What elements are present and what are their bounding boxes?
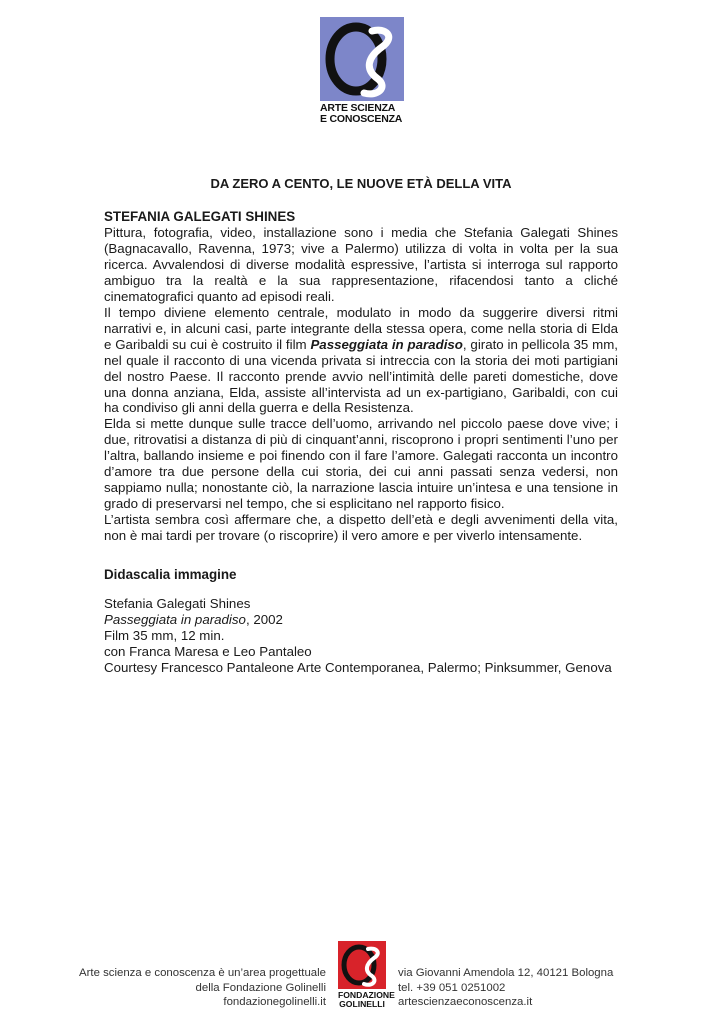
paragraph-2-end: , girato in pellicola 35 mm, nel quale il racconto di una vicenda privata si intreccia con la storia dei moti partigiani del nostro Paese. Il racconto prende avvio nell’intimità delle pareti domestiche, dove una donna anziana, Elda, assiste all’intervista ad un ex-partigiano, Garibaldi, con cui ha condiviso gli anni della guerra e della Resistenza. (104, 336, 618, 416)
caption-work-title: Passeggiata in paradiso (104, 611, 246, 627)
caption-work-year: , 2002 (245, 611, 283, 627)
logo-mark-icon (320, 17, 404, 101)
golinelli-logo-line-2: GOLINELLI (339, 998, 385, 1009)
arte-scienza-logo (320, 17, 404, 125)
author-heading: STEFANIA GALEGATI SHINES (104, 209, 296, 224)
logo-line-2: E CONOSCENZA (320, 113, 403, 125)
logo-text (320, 103, 404, 125)
footer-website-link[interactable]: artescienzaeconoscenza.it (398, 996, 533, 1008)
fondazione-golinelli-logo (338, 941, 395, 1009)
paragraph-2 (104, 305, 618, 417)
caption-artist: Stefania Galegati Shines (104, 596, 251, 611)
caption-medium: Film 35 mm, 12 min. (104, 627, 225, 643)
footer-address: via Giovanni Amendola 12, 40121 Bologna (398, 967, 614, 979)
footer-left-link[interactable]: fondazionegolinelli.it (223, 996, 326, 1008)
paragraph-2-start: Il tempo diviene elemento centrale, modulato in modo da suggerire diversi ritmi narrativi e, in alcuni casi, parte integrante della stessa opera, come nella storia di Elda e Garibaldi su cui è costruito il film (104, 304, 618, 352)
footer-left-line-1: Arte scienza e conoscenza è un’area progettuale (79, 967, 326, 979)
caption-heading: Didascalia immagine (104, 567, 237, 582)
paragraph-1: Pittura, fotografia, video, installazione sono i media che Stefania Galegati Shines (Bagnacavallo, Ravenna, 1973; vive a Palermo) utilizza di volta in volta per la sua ricerca. Avvalendosi di diverse modalità espressive, l’artista si interroga sul rapporto ambiguo tra la realtà e la sua rappresentazione, rifacendosi tanto a cliché cinematografici quanto ad episodi reali. (104, 225, 618, 304)
logo-line-1: ARTE SCIENZA (320, 102, 396, 114)
caption-cast: con Franca Maresa e Leo Pantaleo (104, 643, 312, 659)
golinelli-logo-text (338, 990, 395, 1009)
footer-phone: tel. +39 051 0251002 (398, 981, 506, 994)
caption-work (104, 612, 664, 628)
document-title: DA ZERO A CENTO, LE NUOVE ETÀ DELLA VITA (210, 176, 512, 191)
footer-right (398, 966, 613, 1010)
image-caption (104, 596, 664, 676)
footer-left (79, 966, 326, 1010)
paragraph-3: Elda si mette dunque sulle tracce dell’uomo, arrivando nel piccolo paese dove vive; i due, ritrovatisi a distanza di più di cinquant’anni, riscoprono i propri sentimenti l’uno per l’altra, ballando insieme e poi finendo con il fare l’amore. Galegati racconta un incontro d’amore tra due persone della cui storia, dei cui anni passati senza vedersi, non sappiamo nulla; nonostante ciò, la narrazione lascia intuire un’intesa e una tensione in grado di preservarsi nel tempo, che si esplicitano nel rapporto fisico. (104, 416, 618, 512)
body-text (104, 225, 618, 544)
golinelli-mark-icon (338, 941, 386, 989)
caption-courtesy: Courtesy Francesco Pantaleone Arte Contemporanea, Palermo; Pinksummer, Genova (104, 659, 612, 675)
paragraph-4: L’artista sembra così affermare che, a dispetto dell’età e degli avvenimenti della vita, non è mai tardi per trovare (o riscoprire) il vero amore e per viverlo intensamente. (104, 512, 618, 544)
footer-left-line-2: della Fondazione Golinelli (195, 981, 326, 994)
golinelli-logo-line-1: FONDAZIONE (338, 990, 395, 1000)
film-title: Passeggiata in paradiso (310, 336, 463, 352)
